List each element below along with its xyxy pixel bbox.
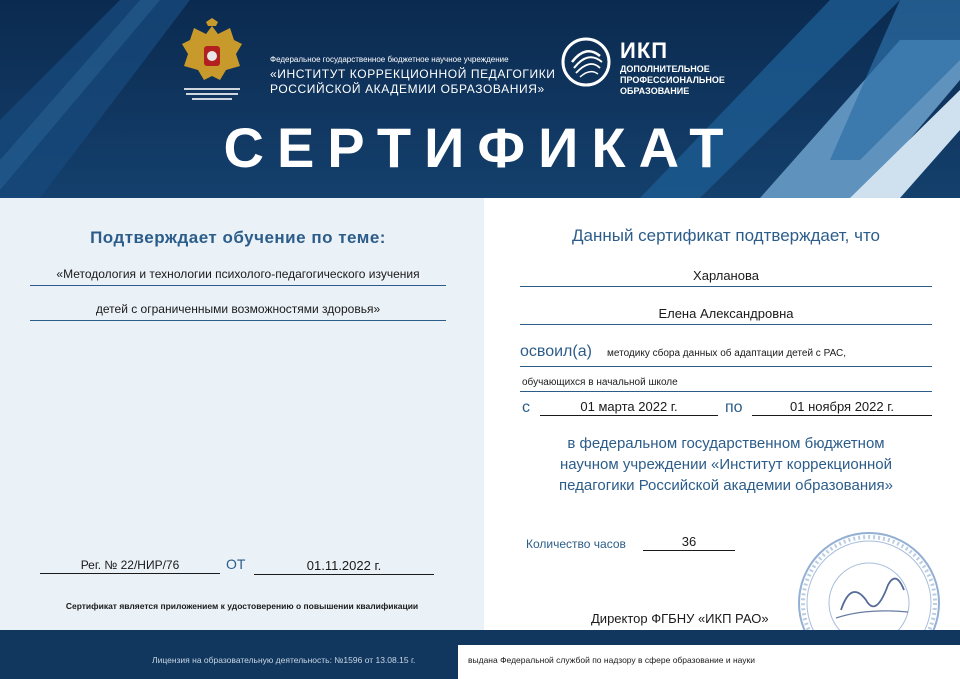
recipient-surname: Харланова	[520, 268, 932, 287]
appendix-note: Сертификат является приложением к удостоверению о повышении квалификации	[65, 601, 419, 611]
recipient-given-names: Елена Александровна	[520, 306, 932, 325]
date-from: 01 марта 2022 г.	[540, 399, 718, 416]
institution-type-text: Федеральное государственное бюджетное научное учреждение	[270, 55, 509, 64]
certificate-header	[0, 0, 960, 198]
institution-statement-line3: педагогики Российской академии образования»	[559, 477, 893, 494]
mastered-label: освоил(а)	[520, 343, 592, 360]
institution-name-line2: РОССИЙСКОЙ АКАДЕМИИ ОБРАЗОВАНИЯ»	[270, 82, 545, 96]
institution-name-line1: «ИНСТИТУТ КОРРЕКЦИОННОЙ ПЕДАГОГИКИ	[270, 67, 556, 81]
ikp-sub-line1: ДОПОЛНИТЕЛЬНОЕ	[620, 64, 710, 74]
topic-line-2: детей с ограниченными возможностями здоровья»	[30, 302, 446, 321]
director-title: Директор ФГБНУ «ИКП РАО»	[591, 611, 769, 626]
double-headed-eagle-emblem-icon	[180, 18, 244, 102]
date-to-label: по	[725, 399, 743, 416]
method-underline-2	[520, 391, 932, 392]
ikp-brand-subtitle	[620, 64, 725, 97]
institution-name	[270, 67, 556, 97]
director-signature-icon	[841, 579, 904, 610]
ikp-sub-line3: ОБРАЗОВАНИЕ	[620, 86, 690, 96]
method-underline-1	[520, 366, 932, 367]
institution-statement-line2: научном учреждении «Институт коррекционной	[559, 456, 893, 473]
date-to: 01 ноября 2022 г.	[752, 399, 932, 416]
topic-line-1: «Методология и технологии психолого-педагогического изучения	[30, 267, 446, 286]
certificate-title: СЕРТИФИКАТ	[223, 116, 737, 179]
ikp-sub-line2: ПРОФЕССИОНАЛЬНОЕ	[620, 75, 725, 85]
institution-statement-line1: в федеральном государственном бюджетном	[567, 435, 885, 452]
certifies-heading: Данный сертификат подтверждает, что	[571, 226, 881, 245]
method-line-1: методику сбора данных об адаптации детей с РАС,	[607, 348, 847, 359]
institution-statement	[520, 433, 932, 496]
ikp-swirl-logo-icon	[560, 36, 612, 88]
registration-ot-label: ОТ	[226, 556, 246, 572]
method-line-2: обучающихся в начальной школе	[522, 377, 678, 388]
hours-label: Количество часов	[526, 537, 626, 551]
license-text-right: выдана Федеральной службой по надзору в сфере образование и науки	[468, 655, 756, 665]
ikp-brand-name: ИКП	[620, 38, 669, 63]
registration-date: 01.11.2022 г.	[254, 558, 434, 575]
hours-value: 36	[643, 534, 735, 551]
training-topic-heading: Подтверждает обучение по теме:	[90, 228, 386, 247]
license-text-left: Лицензия на образовательную деятельность: №1596 от 13.08.15 г.	[152, 655, 416, 665]
registration-number: Рег. № 22/НИР/76	[40, 558, 220, 574]
date-from-label: с	[522, 399, 530, 416]
